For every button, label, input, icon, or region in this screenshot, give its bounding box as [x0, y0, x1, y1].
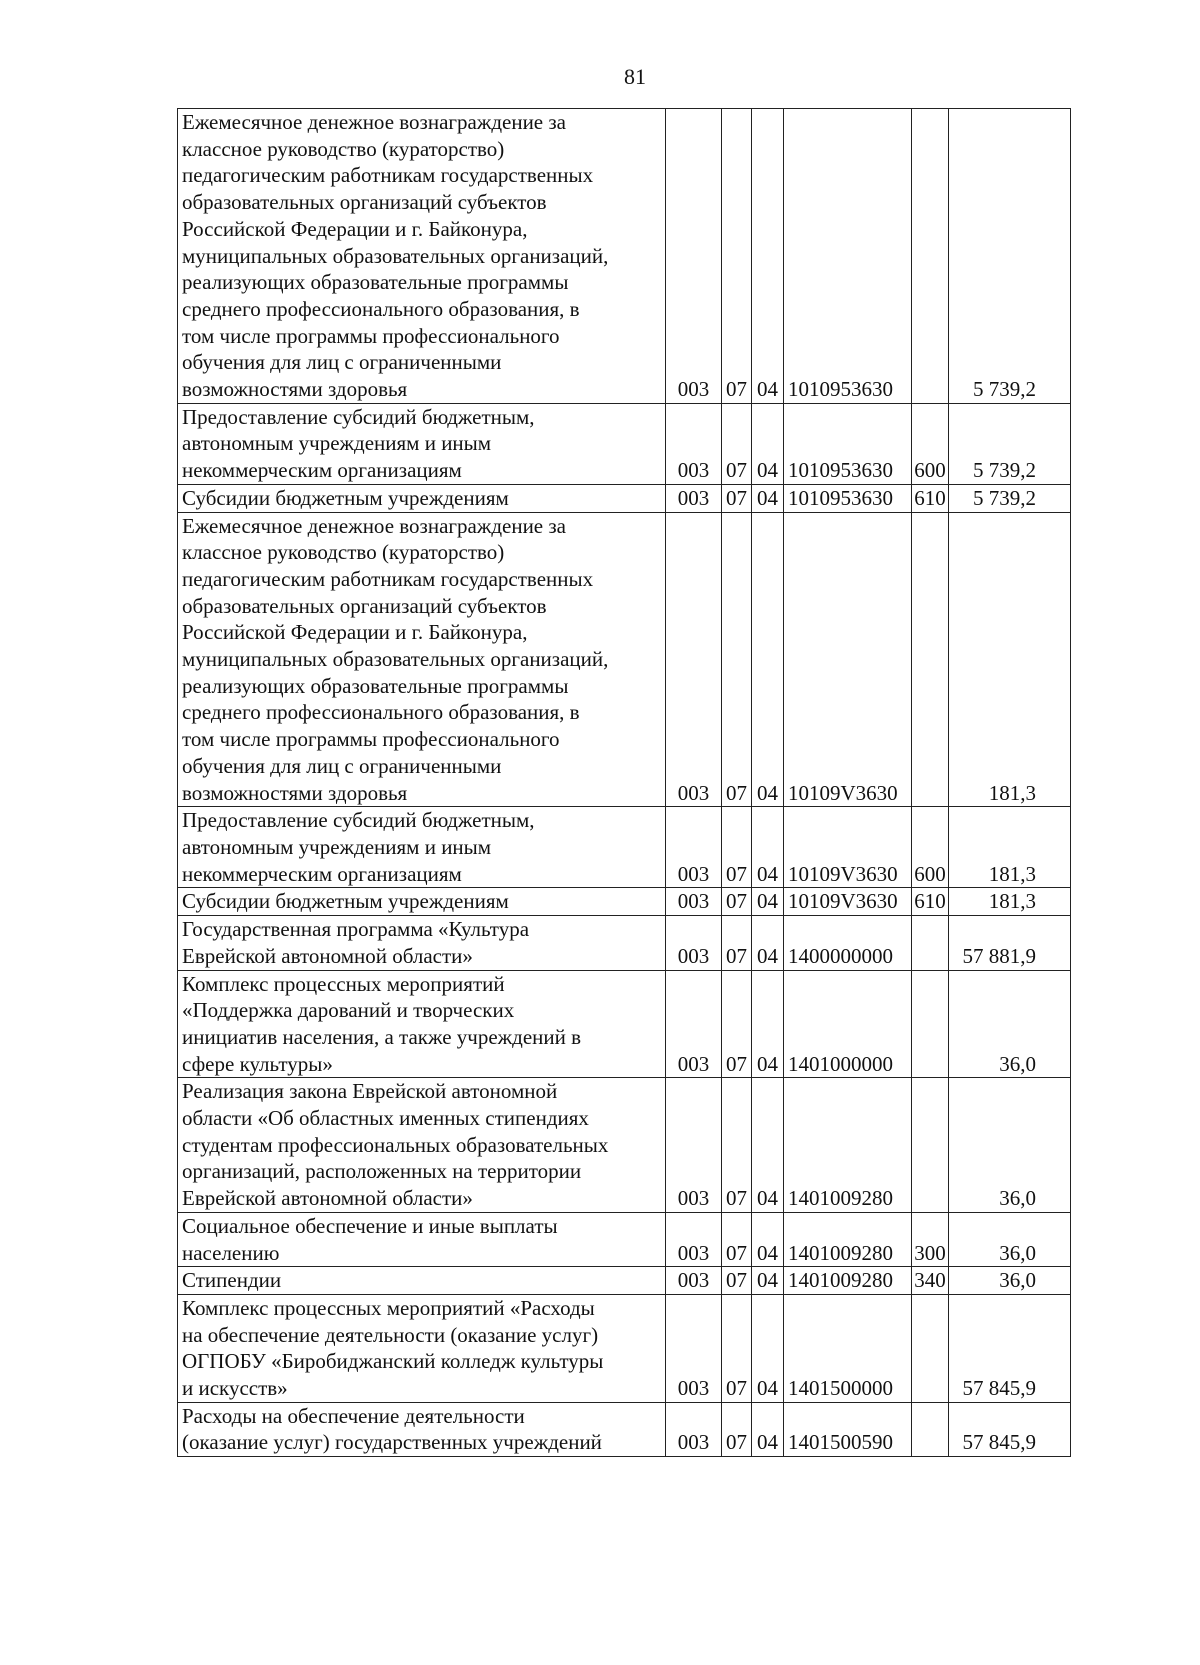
- section-code-cell: 07: [722, 109, 752, 404]
- amount-cell: 57 845,9: [949, 1294, 1071, 1402]
- expense-type-code-cell: 610: [912, 888, 949, 916]
- expense-name-line: муниципальных образовательных организаций,: [182, 243, 609, 268]
- section-code-cell: 07: [722, 484, 752, 512]
- table-row: [178, 512, 1071, 807]
- expense-name-line: некоммерческим организациям: [182, 458, 462, 483]
- target-item-code-cell: 10109V3630: [784, 512, 912, 807]
- expense-name-line: сфере культуры»: [182, 1051, 333, 1076]
- expense-name-line: среднего профессионального образования, в: [182, 296, 580, 321]
- amount-cell: 36,0: [949, 970, 1071, 1078]
- amount-cell: 36,0: [949, 1267, 1071, 1295]
- expense-name-cell: [178, 484, 666, 512]
- expense-name-line: реализующих образовательные программы: [182, 270, 569, 295]
- table-row: [178, 1212, 1071, 1266]
- department-code-cell: 003: [666, 1402, 722, 1456]
- section-code-cell: 07: [722, 1078, 752, 1213]
- table-row: [178, 1402, 1071, 1456]
- department-code-cell: 003: [666, 807, 722, 888]
- expense-name-line: классное руководство (кураторство): [182, 540, 505, 565]
- target-item-code-cell: 10109V3630: [784, 888, 912, 916]
- expense-name-line: организаций, расположенных на территории: [182, 1159, 582, 1184]
- expense-type-code-cell: 600: [912, 403, 949, 484]
- expense-name-line: Субсидии бюджетным учреждениям: [182, 485, 509, 510]
- department-code-cell: 003: [666, 1078, 722, 1213]
- department-code-cell: 003: [666, 888, 722, 916]
- amount-cell: 5 739,2: [949, 403, 1071, 484]
- target-item-code-cell: 10109V3630: [784, 807, 912, 888]
- target-item-code-cell: 1401500590: [784, 1402, 912, 1456]
- section-code-cell: 07: [722, 807, 752, 888]
- section-code-cell: 07: [722, 916, 752, 970]
- expense-type-code-cell: 340: [912, 1267, 949, 1295]
- section-code-cell: 07: [722, 512, 752, 807]
- expense-name-line: Ежемесячное денежное вознаграждение за: [182, 513, 566, 538]
- expense-name-cell: [178, 970, 666, 1078]
- expense-name-line: возможностями здоровья: [182, 377, 408, 402]
- target-item-code-cell: 1401000000: [784, 970, 912, 1078]
- table-row: [178, 1267, 1071, 1295]
- expense-name-cell: [178, 888, 666, 916]
- amount-cell: 5 739,2: [949, 484, 1071, 512]
- subsection-code-cell: 04: [752, 484, 784, 512]
- table-row: [178, 1294, 1071, 1402]
- target-item-code-cell: 1010953630: [784, 403, 912, 484]
- department-code-cell: 003: [666, 109, 722, 404]
- expense-name-cell: [178, 512, 666, 807]
- section-code-cell: 07: [722, 888, 752, 916]
- target-item-code-cell: 1010953630: [784, 109, 912, 404]
- table-row: [178, 807, 1071, 888]
- expense-type-code-cell: [912, 1078, 949, 1213]
- expense-type-code-cell: [912, 109, 949, 404]
- expense-name-line: ОГПОБУ «Биробиджанский колледж культуры: [182, 1349, 604, 1374]
- expense-name-line: области «Об областных именных стипендиях: [182, 1106, 589, 1131]
- expense-name-line: Еврейской автономной области»: [182, 943, 473, 968]
- expense-name-line: Государственная программа «Культура: [182, 917, 530, 942]
- expense-name-line: обучения для лиц с ограниченными: [182, 350, 502, 375]
- expense-name-line: Социальное обеспечение и иные выплаты: [182, 1213, 558, 1238]
- subsection-code-cell: 04: [752, 512, 784, 807]
- department-code-cell: 003: [666, 512, 722, 807]
- section-code-cell: 07: [722, 403, 752, 484]
- expense-name-line: том числе программы профессионального: [182, 727, 560, 752]
- amount-cell: 57 845,9: [949, 1402, 1071, 1456]
- department-code-cell: 003: [666, 916, 722, 970]
- expense-type-code-cell: [912, 1294, 949, 1402]
- department-code-cell: 003: [666, 403, 722, 484]
- expense-name-line: и искусств»: [182, 1376, 288, 1401]
- expense-type-code-cell: 600: [912, 807, 949, 888]
- expense-name-line: некоммерческим организациям: [182, 861, 462, 886]
- subsection-code-cell: 04: [752, 403, 784, 484]
- expense-type-code-cell: [912, 512, 949, 807]
- amount-cell: 181,3: [949, 512, 1071, 807]
- expense-name-line: реализующих образовательные программы: [182, 673, 569, 698]
- expense-name-line: Предоставление субсидий бюджетным,: [182, 808, 535, 833]
- subsection-code-cell: 04: [752, 1212, 784, 1266]
- expense-name-line: автономным учреждениям и иным: [182, 431, 492, 456]
- expense-name-cell: [178, 1078, 666, 1213]
- subsection-code-cell: 04: [752, 970, 784, 1078]
- expense-name-line: педагогическим работникам государственных: [182, 566, 594, 591]
- expense-name-line: Российской Федерации и г. Байконура,: [182, 620, 528, 645]
- expense-name-line: Ежемесячное денежное вознаграждение за: [182, 110, 566, 134]
- target-item-code-cell: 1400000000: [784, 916, 912, 970]
- table-row: [178, 1078, 1071, 1213]
- target-item-code-cell: 1401500000: [784, 1294, 912, 1402]
- department-code-cell: 003: [666, 1212, 722, 1266]
- table-row: [178, 970, 1071, 1078]
- amount-cell: 181,3: [949, 807, 1071, 888]
- section-code-cell: 07: [722, 1212, 752, 1266]
- expense-name-line: педагогическим работникам государственных: [182, 163, 594, 188]
- expense-name-cell: [178, 1267, 666, 1295]
- department-code-cell: 003: [666, 1294, 722, 1402]
- subsection-code-cell: 04: [752, 1267, 784, 1295]
- table-row: [178, 109, 1071, 404]
- expense-name-line: инициатив населения, а также учреждений в: [182, 1024, 582, 1049]
- target-item-code-cell: 1401009280: [784, 1267, 912, 1295]
- expense-name-cell: [178, 1402, 666, 1456]
- expense-name-line: том числе программы профессионального: [182, 323, 560, 348]
- expense-name-line: студентам профессиональных образовательных: [182, 1132, 609, 1157]
- expense-name-line: на обеспечение деятельности (оказание услуг): [182, 1322, 599, 1347]
- section-code-cell: 07: [722, 1267, 752, 1295]
- amount-cell: 5 739,2: [949, 109, 1071, 404]
- amount-cell: 36,0: [949, 1212, 1071, 1266]
- amount-cell: 181,3: [949, 888, 1071, 916]
- table-row: [178, 403, 1071, 484]
- expense-name-line: среднего профессионального образования, в: [182, 700, 580, 725]
- expense-name-line: муниципальных образовательных организаций,: [182, 647, 609, 672]
- expense-type-code-cell: [912, 1402, 949, 1456]
- section-code-cell: 07: [722, 1402, 752, 1456]
- expense-type-code-cell: [912, 970, 949, 1078]
- expense-type-code-cell: 610: [912, 484, 949, 512]
- expense-name-line: образовательных организаций субъектов: [182, 593, 547, 618]
- expense-name-line: классное руководство (кураторство): [182, 136, 505, 161]
- subsection-code-cell: 04: [752, 1078, 784, 1213]
- expense-name-line: «Поддержка дарований и творческих: [182, 998, 515, 1023]
- expense-name-line: Стипендии: [182, 1268, 282, 1293]
- subsection-code-cell: 04: [752, 807, 784, 888]
- subsection-code-cell: 04: [752, 1402, 784, 1456]
- table-row: [178, 888, 1071, 916]
- table-row: [178, 484, 1071, 512]
- department-code-cell: 003: [666, 484, 722, 512]
- expense-name-line: Еврейской автономной области»: [182, 1186, 473, 1211]
- department-code-cell: 003: [666, 970, 722, 1078]
- expense-name-line: Комплекс процессных мероприятий «Расходы: [182, 1295, 595, 1320]
- table-row: [178, 916, 1071, 970]
- expense-name-line: Предоставление субсидий бюджетным,: [182, 404, 535, 429]
- expense-name-line: автономным учреждениям и иным: [182, 834, 492, 859]
- target-item-code-cell: 1401009280: [784, 1212, 912, 1266]
- expense-name-cell: [178, 403, 666, 484]
- expense-name-line: Расходы на обеспечение деятельности: [182, 1403, 525, 1428]
- expense-type-code-cell: [912, 916, 949, 970]
- expense-name-cell: [178, 807, 666, 888]
- expense-type-code-cell: 300: [912, 1212, 949, 1266]
- expense-name-cell: [178, 1212, 666, 1266]
- section-code-cell: 07: [722, 970, 752, 1078]
- expense-name-line: (оказание услуг) государственных учреждений: [182, 1430, 602, 1455]
- amount-cell: 57 881,9: [949, 916, 1071, 970]
- budget-table: [177, 108, 1071, 1457]
- expense-name-line: возможностями здоровья: [182, 780, 408, 805]
- subsection-code-cell: 04: [752, 109, 784, 404]
- expense-name-line: обучения для лиц с ограниченными: [182, 753, 502, 778]
- department-code-cell: 003: [666, 1267, 722, 1295]
- page-number: 81: [624, 64, 646, 89]
- subsection-code-cell: 04: [752, 1294, 784, 1402]
- expense-name-line: населению: [182, 1240, 280, 1265]
- expense-name-line: образовательных организаций субъектов: [182, 190, 547, 215]
- expense-name-cell: [178, 916, 666, 970]
- expense-name-cell: [178, 109, 666, 404]
- target-item-code-cell: 1010953630: [784, 484, 912, 512]
- expense-name-cell: [178, 1294, 666, 1402]
- expense-name-line: Комплекс процессных мероприятий: [182, 971, 505, 996]
- section-code-cell: 07: [722, 1294, 752, 1402]
- subsection-code-cell: 04: [752, 888, 784, 916]
- amount-cell: 36,0: [949, 1078, 1071, 1213]
- table-body: [178, 109, 1071, 1457]
- expense-name-line: Субсидии бюджетным учреждениям: [182, 889, 509, 914]
- expense-name-line: Реализация закона Еврейской автономной: [182, 1079, 558, 1104]
- target-item-code-cell: 1401009280: [784, 1078, 912, 1213]
- expense-name-line: Российской Федерации и г. Байконура,: [182, 216, 528, 241]
- subsection-code-cell: 04: [752, 916, 784, 970]
